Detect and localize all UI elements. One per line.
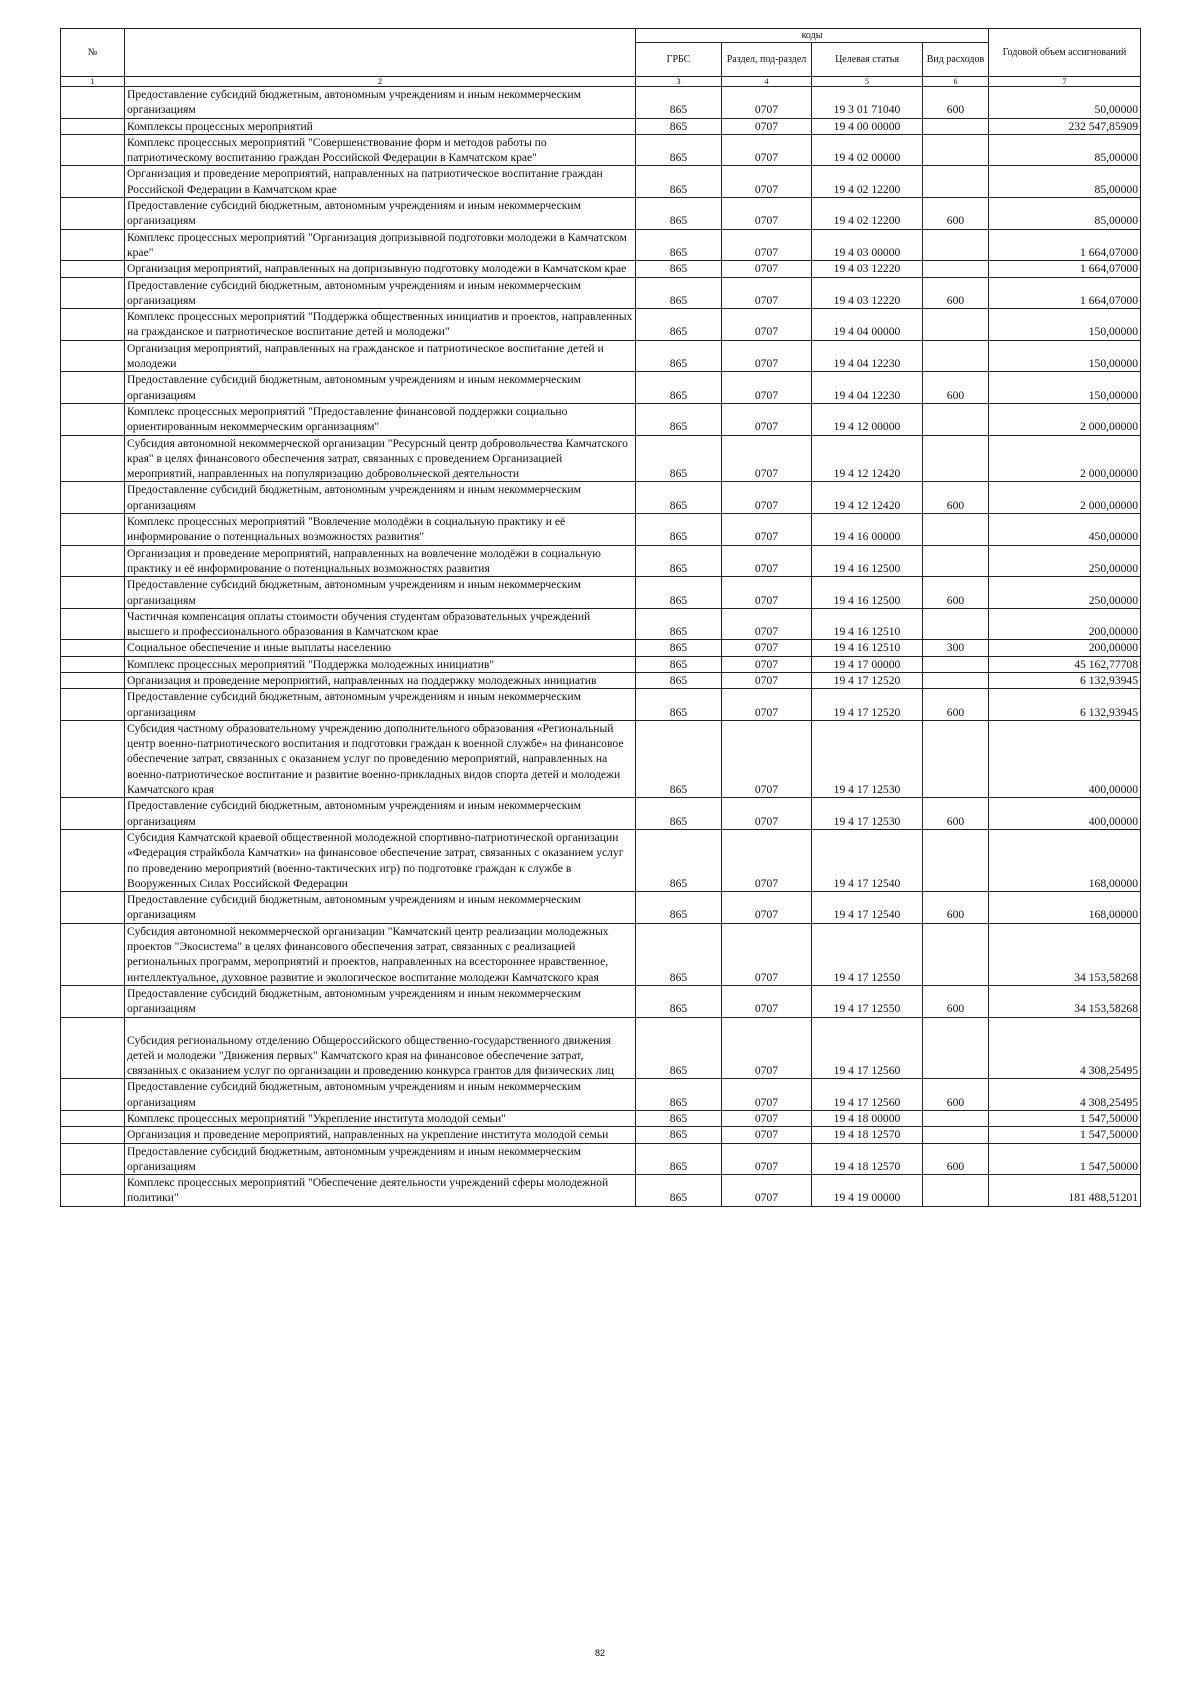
row-description: Субсидия Камчатской краевой общественной молодежной спортивно-патриотической организации «Федерация страйкбола Камчатки» на финансовое обеспечение затрат, связанных с оказанием услуг по проведению мероприятий (военно-тактических игр) по подготовке граждан к службе в Вооруженных Силах Российской Федерации xyxy=(125,829,636,891)
row-expense-type xyxy=(923,1017,989,1079)
row-expense-type xyxy=(923,309,989,341)
table-header xyxy=(61,29,1141,87)
row-expense-type: 600 xyxy=(923,277,989,309)
row-description: Комплексы процессных мероприятий xyxy=(125,118,636,134)
table-row xyxy=(61,403,1141,435)
row-section: 0707 xyxy=(722,1111,812,1127)
row-description: Предоставление субсидий бюджетным, автономным учреждениям и иным некоммерческим организациям xyxy=(125,798,636,830)
row-section: 0707 xyxy=(722,1127,812,1143)
row-section: 0707 xyxy=(722,166,812,198)
row-grbs: 865 xyxy=(636,134,722,166)
row-number-cell xyxy=(61,640,125,656)
row-amount: 85,00000 xyxy=(989,134,1141,166)
row-expense-type xyxy=(923,720,989,797)
column-number: 5 xyxy=(812,77,923,87)
row-expense-type: 600 xyxy=(923,372,989,404)
row-grbs: 865 xyxy=(636,545,722,577)
row-section: 0707 xyxy=(722,340,812,372)
row-section: 0707 xyxy=(722,435,812,482)
table-row xyxy=(61,229,1141,261)
table-row xyxy=(61,985,1141,1017)
row-number-cell xyxy=(61,372,125,404)
row-section: 0707 xyxy=(722,1175,812,1207)
row-section: 0707 xyxy=(722,689,812,721)
row-amount: 1 664,07000 xyxy=(989,277,1141,309)
header-section: Раздел, под-раздел xyxy=(722,43,812,77)
table-row xyxy=(61,134,1141,166)
row-number-cell xyxy=(61,198,125,230)
row-target-article: 19 4 16 00000 xyxy=(812,514,923,546)
row-amount: 50,00000 xyxy=(989,87,1141,119)
table-row xyxy=(61,640,1141,656)
row-number-cell xyxy=(61,1079,125,1111)
row-grbs: 865 xyxy=(636,577,722,609)
row-target-article: 19 4 04 12230 xyxy=(812,372,923,404)
row-number-cell xyxy=(61,689,125,721)
row-expense-type xyxy=(923,261,989,277)
table-row xyxy=(61,577,1141,609)
row-amount: 85,00000 xyxy=(989,198,1141,230)
row-section: 0707 xyxy=(722,134,812,166)
row-grbs: 865 xyxy=(636,118,722,134)
row-grbs: 865 xyxy=(636,198,722,230)
row-grbs: 865 xyxy=(636,87,722,119)
row-expense-type xyxy=(923,656,989,672)
row-target-article: 19 4 12 12420 xyxy=(812,482,923,514)
column-number-row xyxy=(61,77,1141,87)
row-section: 0707 xyxy=(722,403,812,435)
row-grbs: 865 xyxy=(636,892,722,924)
row-number-cell xyxy=(61,545,125,577)
row-expense-type xyxy=(923,545,989,577)
table-row xyxy=(61,656,1141,672)
row-description: Предоставление субсидий бюджетным, автономным учреждениям и иным некоммерческим организациям xyxy=(125,277,636,309)
row-grbs: 865 xyxy=(636,1143,722,1175)
row-amount: 150,00000 xyxy=(989,340,1141,372)
header-grbs: ГРБС xyxy=(636,43,722,77)
table-row xyxy=(61,923,1141,985)
row-description: Комплекс процессных мероприятий "Обеспечение деятельности учреждений сферы молодежной политики" xyxy=(125,1175,636,1207)
table-row xyxy=(61,309,1141,341)
table-row xyxy=(61,672,1141,688)
row-number-cell xyxy=(61,261,125,277)
table-row xyxy=(61,372,1141,404)
row-description: Предоставление субсидий бюджетным, автономным учреждениям и иным некоммерческим организациям xyxy=(125,892,636,924)
row-amount: 6 132,93945 xyxy=(989,689,1141,721)
row-description: Предоставление субсидий бюджетным, автономным учреждениям и иным некоммерческим организациям xyxy=(125,1079,636,1111)
row-target-article: 19 4 16 12500 xyxy=(812,545,923,577)
column-number: 3 xyxy=(636,77,722,87)
row-number-cell xyxy=(61,923,125,985)
row-target-article: 19 4 04 00000 xyxy=(812,309,923,341)
row-description: Предоставление субсидий бюджетным, автономным учреждениям и иным некоммерческим организациям xyxy=(125,372,636,404)
row-number-cell xyxy=(61,985,125,1017)
row-target-article: 19 4 02 00000 xyxy=(812,134,923,166)
row-amount: 1 547,50000 xyxy=(989,1111,1141,1127)
table-row xyxy=(61,277,1141,309)
row-amount: 1 664,07000 xyxy=(989,261,1141,277)
row-description: Предоставление субсидий бюджетным, автономным учреждениям и иным некоммерческим организациям xyxy=(125,1143,636,1175)
row-number-cell xyxy=(61,277,125,309)
row-expense-type: 600 xyxy=(923,985,989,1017)
row-description: Организация мероприятий, направленных на гражданское и патриотическое воспитание детей и молодежи xyxy=(125,340,636,372)
row-number-cell xyxy=(61,435,125,482)
row-section: 0707 xyxy=(722,1143,812,1175)
table-row xyxy=(61,892,1141,924)
row-grbs: 865 xyxy=(636,672,722,688)
row-description: Организация мероприятий, направленных на допризывную подготовку молодежи в Камчатском крае xyxy=(125,261,636,277)
row-expense-type: 600 xyxy=(923,798,989,830)
row-description: Предоставление субсидий бюджетным, автономным учреждениям и иным некоммерческим организациям xyxy=(125,689,636,721)
row-description: Субсидия автономной некоммерческой организации "Ресурсный центр добровольчества Камчатского края" в целях финансового обеспечения затрат, связанных с проведением Организацией мероприятий, направленных на популяризацию добровольческой деятельности xyxy=(125,435,636,482)
row-number-cell xyxy=(61,577,125,609)
row-section: 0707 xyxy=(722,1017,812,1079)
row-grbs: 865 xyxy=(636,340,722,372)
row-amount: 45 162,77708 xyxy=(989,656,1141,672)
row-number-cell xyxy=(61,1175,125,1207)
row-number-cell xyxy=(61,798,125,830)
row-description: Организация и проведение мероприятий, направленных на вовлечение молодёжи в социальную практику и её информирование о потенциальных возможностях развития xyxy=(125,545,636,577)
table-row xyxy=(61,689,1141,721)
row-amount: 34 153,58268 xyxy=(989,985,1141,1017)
row-expense-type xyxy=(923,1175,989,1207)
row-number-cell xyxy=(61,1127,125,1143)
row-amount: 4 308,25495 xyxy=(989,1017,1141,1079)
row-amount: 2 000,00000 xyxy=(989,435,1141,482)
row-expense-type xyxy=(923,118,989,134)
table-row xyxy=(61,435,1141,482)
row-number-cell xyxy=(61,720,125,797)
row-grbs: 865 xyxy=(636,798,722,830)
row-amount: 250,00000 xyxy=(989,545,1141,577)
row-section: 0707 xyxy=(722,309,812,341)
row-target-article: 19 4 17 12520 xyxy=(812,689,923,721)
row-description: Предоставление субсидий бюджетным, автономным учреждениям и иным некоммерческим организациям xyxy=(125,577,636,609)
row-grbs: 865 xyxy=(636,829,722,891)
row-number-cell xyxy=(61,340,125,372)
row-grbs: 865 xyxy=(636,309,722,341)
row-expense-type: 600 xyxy=(923,892,989,924)
row-number-cell xyxy=(61,166,125,198)
row-grbs: 865 xyxy=(636,720,722,797)
row-description: Организация и проведение мероприятий, направленных на укрепление института молодой семьи xyxy=(125,1127,636,1143)
row-amount: 4 308,25495 xyxy=(989,1079,1141,1111)
row-expense-type xyxy=(923,134,989,166)
table-row xyxy=(61,166,1141,198)
row-section: 0707 xyxy=(722,798,812,830)
table-row xyxy=(61,198,1141,230)
table-row xyxy=(61,608,1141,640)
page-number: 82 xyxy=(594,1648,605,1658)
table-row xyxy=(61,87,1141,119)
row-grbs: 865 xyxy=(636,985,722,1017)
row-target-article: 19 4 17 12520 xyxy=(812,672,923,688)
row-expense-type xyxy=(923,166,989,198)
row-target-article: 19 4 03 12220 xyxy=(812,261,923,277)
row-expense-type xyxy=(923,829,989,891)
row-section: 0707 xyxy=(722,372,812,404)
row-target-article: 19 4 02 12200 xyxy=(812,166,923,198)
row-amount: 400,00000 xyxy=(989,720,1141,797)
row-expense-type xyxy=(923,229,989,261)
row-description: Организация и проведение мероприятий, направленных на поддержку молодежных инициатив xyxy=(125,672,636,688)
row-amount: 400,00000 xyxy=(989,798,1141,830)
budget-sheet xyxy=(60,28,1140,1207)
row-grbs: 865 xyxy=(636,277,722,309)
row-section: 0707 xyxy=(722,514,812,546)
row-description: Комплекс процессных мероприятий "Совершенствование форм и методов работы по патриотическому воспитанию граждан Российской Федерации в Камчатском крае" xyxy=(125,134,636,166)
row-number-cell xyxy=(61,229,125,261)
row-description: Комплекс процессных мероприятий "Укрепление института молодой семьи" xyxy=(125,1111,636,1127)
row-expense-type: 600 xyxy=(923,482,989,514)
row-description: Комплекс процессных мероприятий "Вовлечение молодёжи в социальную практику и её информирование о потенциальных возможностях развития" xyxy=(125,514,636,546)
row-amount: 1 547,50000 xyxy=(989,1127,1141,1143)
row-expense-type xyxy=(923,514,989,546)
row-number-cell xyxy=(61,134,125,166)
row-expense-type xyxy=(923,608,989,640)
row-description: Комплекс процессных мероприятий "Организация допризывной подготовки молодежи в Камчатском крае" xyxy=(125,229,636,261)
header-codes: коды xyxy=(636,29,989,43)
table-body xyxy=(61,87,1141,1207)
row-grbs: 865 xyxy=(636,435,722,482)
table-row xyxy=(61,261,1141,277)
row-target-article: 19 4 12 00000 xyxy=(812,403,923,435)
row-grbs: 865 xyxy=(636,689,722,721)
row-target-article: 19 4 16 12510 xyxy=(812,608,923,640)
row-section: 0707 xyxy=(722,87,812,119)
row-description: Предоставление субсидий бюджетным, автономным учреждениям и иным некоммерческим организациям xyxy=(125,198,636,230)
row-amount: 1 664,07000 xyxy=(989,229,1141,261)
row-target-article: 19 4 17 12550 xyxy=(812,985,923,1017)
row-grbs: 865 xyxy=(636,1111,722,1127)
header-number: № xyxy=(61,29,125,77)
row-number-cell xyxy=(61,608,125,640)
row-section: 0707 xyxy=(722,640,812,656)
row-amount: 1 547,50000 xyxy=(989,1143,1141,1175)
column-number: 2 xyxy=(125,77,636,87)
row-expense-type xyxy=(923,340,989,372)
table-row xyxy=(61,1175,1141,1207)
row-description: Предоставление субсидий бюджетным, автономным учреждениям и иным некоммерческим организациям xyxy=(125,985,636,1017)
row-target-article: 19 4 17 12530 xyxy=(812,798,923,830)
row-target-article: 19 4 17 12560 xyxy=(812,1017,923,1079)
row-section: 0707 xyxy=(722,198,812,230)
row-section: 0707 xyxy=(722,829,812,891)
row-number-cell xyxy=(61,403,125,435)
row-target-article: 19 4 18 00000 xyxy=(812,1111,923,1127)
budget-table xyxy=(60,28,1141,1207)
row-section: 0707 xyxy=(722,261,812,277)
header-annual-volume: Годовой объем ассигнований xyxy=(989,29,1141,77)
column-number: 6 xyxy=(923,77,989,87)
row-amount: 6 132,93945 xyxy=(989,672,1141,688)
row-target-article: 19 4 03 00000 xyxy=(812,229,923,261)
row-target-article: 19 4 17 12540 xyxy=(812,892,923,924)
row-description: Субсидия частному образовательному учреждению дополнительного образования «Региональный центр военно-патриотического воспитания и подготовки граждан к военной службе» на финансовое обеспечение затрат, связанных с оказанием услуг по проведению мероприятий, направленных на военно-патриотическое воспитание и развитие военно-прикладных видов спорта детей и молодежи Камчатского края xyxy=(125,720,636,797)
table-row xyxy=(61,545,1141,577)
row-grbs: 865 xyxy=(636,608,722,640)
row-grbs: 865 xyxy=(636,923,722,985)
row-amount: 85,00000 xyxy=(989,166,1141,198)
row-section: 0707 xyxy=(722,720,812,797)
row-section: 0707 xyxy=(722,672,812,688)
row-amount: 150,00000 xyxy=(989,309,1141,341)
row-number-cell xyxy=(61,892,125,924)
row-description: Социальное обеспечение и иные выплаты населению xyxy=(125,640,636,656)
row-target-article: 19 4 17 12550 xyxy=(812,923,923,985)
row-target-article: 19 4 17 12530 xyxy=(812,720,923,797)
column-number: 4 xyxy=(722,77,812,87)
table-row xyxy=(61,798,1141,830)
row-amount: 168,00000 xyxy=(989,892,1141,924)
row-description: Предоставление субсидий бюджетным, автономным учреждениям и иным некоммерческим организациям xyxy=(125,482,636,514)
table-row xyxy=(61,1017,1141,1079)
row-target-article: 19 4 18 12570 xyxy=(812,1127,923,1143)
row-expense-type: 300 xyxy=(923,640,989,656)
row-grbs: 865 xyxy=(636,1079,722,1111)
row-amount: 2 000,00000 xyxy=(989,482,1141,514)
row-number-cell xyxy=(61,656,125,672)
row-description: Субсидия автономной некоммерческой организации "Камчатский центр реализации молодежных проектов "Экосистема" в целях финансового обеспечения затрат, связанных с реализацией региональных программ, мероприятий и проектов, направленных на всестороннее нравственное, интеллектуальное, духовное развитие и экологическое воспитание молодежи Камчатского края xyxy=(125,923,636,985)
table-row xyxy=(61,1127,1141,1143)
row-target-article: 19 4 00 00000 xyxy=(812,118,923,134)
row-number-cell xyxy=(61,672,125,688)
row-number-cell xyxy=(61,118,125,134)
row-target-article: 19 4 17 12540 xyxy=(812,829,923,891)
row-number-cell xyxy=(61,87,125,119)
row-amount: 450,00000 xyxy=(989,514,1141,546)
row-description: Комплекс процессных мероприятий "Предоставление финансовой поддержки социально ориентированным некоммерческим организациям" xyxy=(125,403,636,435)
row-target-article: 19 4 18 12570 xyxy=(812,1143,923,1175)
row-grbs: 865 xyxy=(636,372,722,404)
row-grbs: 865 xyxy=(636,261,722,277)
table-row xyxy=(61,1143,1141,1175)
row-grbs: 865 xyxy=(636,229,722,261)
table-row xyxy=(61,482,1141,514)
row-target-article: 19 4 17 00000 xyxy=(812,656,923,672)
row-grbs: 865 xyxy=(636,482,722,514)
row-number-cell xyxy=(61,1143,125,1175)
row-section: 0707 xyxy=(722,229,812,261)
row-description: Частичная компенсация оплаты стоимости обучения студентам образовательных учреждений высшего и профессионального образования в Камчатском крае xyxy=(125,608,636,640)
row-target-article: 19 4 02 12200 xyxy=(812,198,923,230)
row-target-article: 19 4 19 00000 xyxy=(812,1175,923,1207)
row-grbs: 865 xyxy=(636,514,722,546)
row-section: 0707 xyxy=(722,577,812,609)
row-expense-type: 600 xyxy=(923,1143,989,1175)
row-section: 0707 xyxy=(722,482,812,514)
row-description: Субсидия региональному отделению Общероссийского общественно-государственного движения детей и молодежи "Движения первых" Камчатского края на финансовое обеспечение затрат, связанных с оказанием услуг по организации и проведению конкурса грантов для физических лиц xyxy=(125,1017,636,1079)
row-number-cell xyxy=(61,482,125,514)
row-expense-type xyxy=(923,1127,989,1143)
column-number: 7 xyxy=(989,77,1141,87)
row-number-cell xyxy=(61,1017,125,1079)
row-grbs: 865 xyxy=(636,1017,722,1079)
row-number-cell xyxy=(61,829,125,891)
header-expense-type: Вид расходов xyxy=(923,43,989,77)
row-amount: 250,00000 xyxy=(989,577,1141,609)
row-target-article: 19 4 12 12420 xyxy=(812,435,923,482)
row-expense-type: 600 xyxy=(923,689,989,721)
row-expense-type xyxy=(923,923,989,985)
row-amount: 168,00000 xyxy=(989,829,1141,891)
header-description xyxy=(125,29,636,77)
row-target-article: 19 3 01 71040 xyxy=(812,87,923,119)
row-section: 0707 xyxy=(722,892,812,924)
row-amount: 150,00000 xyxy=(989,372,1141,404)
table-row xyxy=(61,514,1141,546)
row-target-article: 19 4 16 12500 xyxy=(812,577,923,609)
row-target-article: 19 4 03 12220 xyxy=(812,277,923,309)
row-grbs: 865 xyxy=(636,166,722,198)
table-row xyxy=(61,340,1141,372)
row-section: 0707 xyxy=(722,608,812,640)
row-target-article: 19 4 17 12560 xyxy=(812,1079,923,1111)
header-target-article: Целевая статья xyxy=(812,43,923,77)
row-amount: 200,00000 xyxy=(989,608,1141,640)
row-number-cell xyxy=(61,514,125,546)
row-description: Комплекс процессных мероприятий "Поддержка молодежных инициатив" xyxy=(125,656,636,672)
row-section: 0707 xyxy=(722,1079,812,1111)
row-section: 0707 xyxy=(722,118,812,134)
row-description: Комплекс процессных мероприятий "Поддержка общественных инициатив и проектов, направленных на гражданское и патриотическое воспитание детей и молодежи" xyxy=(125,309,636,341)
row-grbs: 865 xyxy=(636,656,722,672)
row-target-article: 19 4 04 12230 xyxy=(812,340,923,372)
table-row xyxy=(61,1079,1141,1111)
row-grbs: 865 xyxy=(636,1127,722,1143)
row-expense-type xyxy=(923,403,989,435)
row-description: Предоставление субсидий бюджетным, автономным учреждениям и иным некоммерческим организациям xyxy=(125,87,636,119)
row-grbs: 865 xyxy=(636,640,722,656)
table-row xyxy=(61,829,1141,891)
row-expense-type: 600 xyxy=(923,87,989,119)
row-amount: 34 153,58268 xyxy=(989,923,1141,985)
row-expense-type xyxy=(923,672,989,688)
row-expense-type xyxy=(923,435,989,482)
row-description: Организация и проведение мероприятий, направленных на патриотическое воспитание граждан Российской Федерации в Камчатском крае xyxy=(125,166,636,198)
row-amount: 2 000,00000 xyxy=(989,403,1141,435)
row-section: 0707 xyxy=(722,656,812,672)
row-expense-type: 600 xyxy=(923,198,989,230)
row-section: 0707 xyxy=(722,545,812,577)
row-grbs: 865 xyxy=(636,1175,722,1207)
row-target-article: 19 4 16 12510 xyxy=(812,640,923,656)
table-row xyxy=(61,118,1141,134)
row-expense-type: 600 xyxy=(923,577,989,609)
row-section: 0707 xyxy=(722,923,812,985)
row-amount: 232 547,85909 xyxy=(989,118,1141,134)
row-number-cell xyxy=(61,309,125,341)
column-number: 1 xyxy=(61,77,125,87)
row-amount: 200,00000 xyxy=(989,640,1141,656)
row-section: 0707 xyxy=(722,985,812,1017)
row-amount: 181 488,51201 xyxy=(989,1175,1141,1207)
table-row xyxy=(61,720,1141,797)
row-section: 0707 xyxy=(722,277,812,309)
row-grbs: 865 xyxy=(636,403,722,435)
row-expense-type xyxy=(923,1111,989,1127)
row-number-cell xyxy=(61,1111,125,1127)
row-expense-type: 600 xyxy=(923,1079,989,1111)
table-row xyxy=(61,1111,1141,1127)
